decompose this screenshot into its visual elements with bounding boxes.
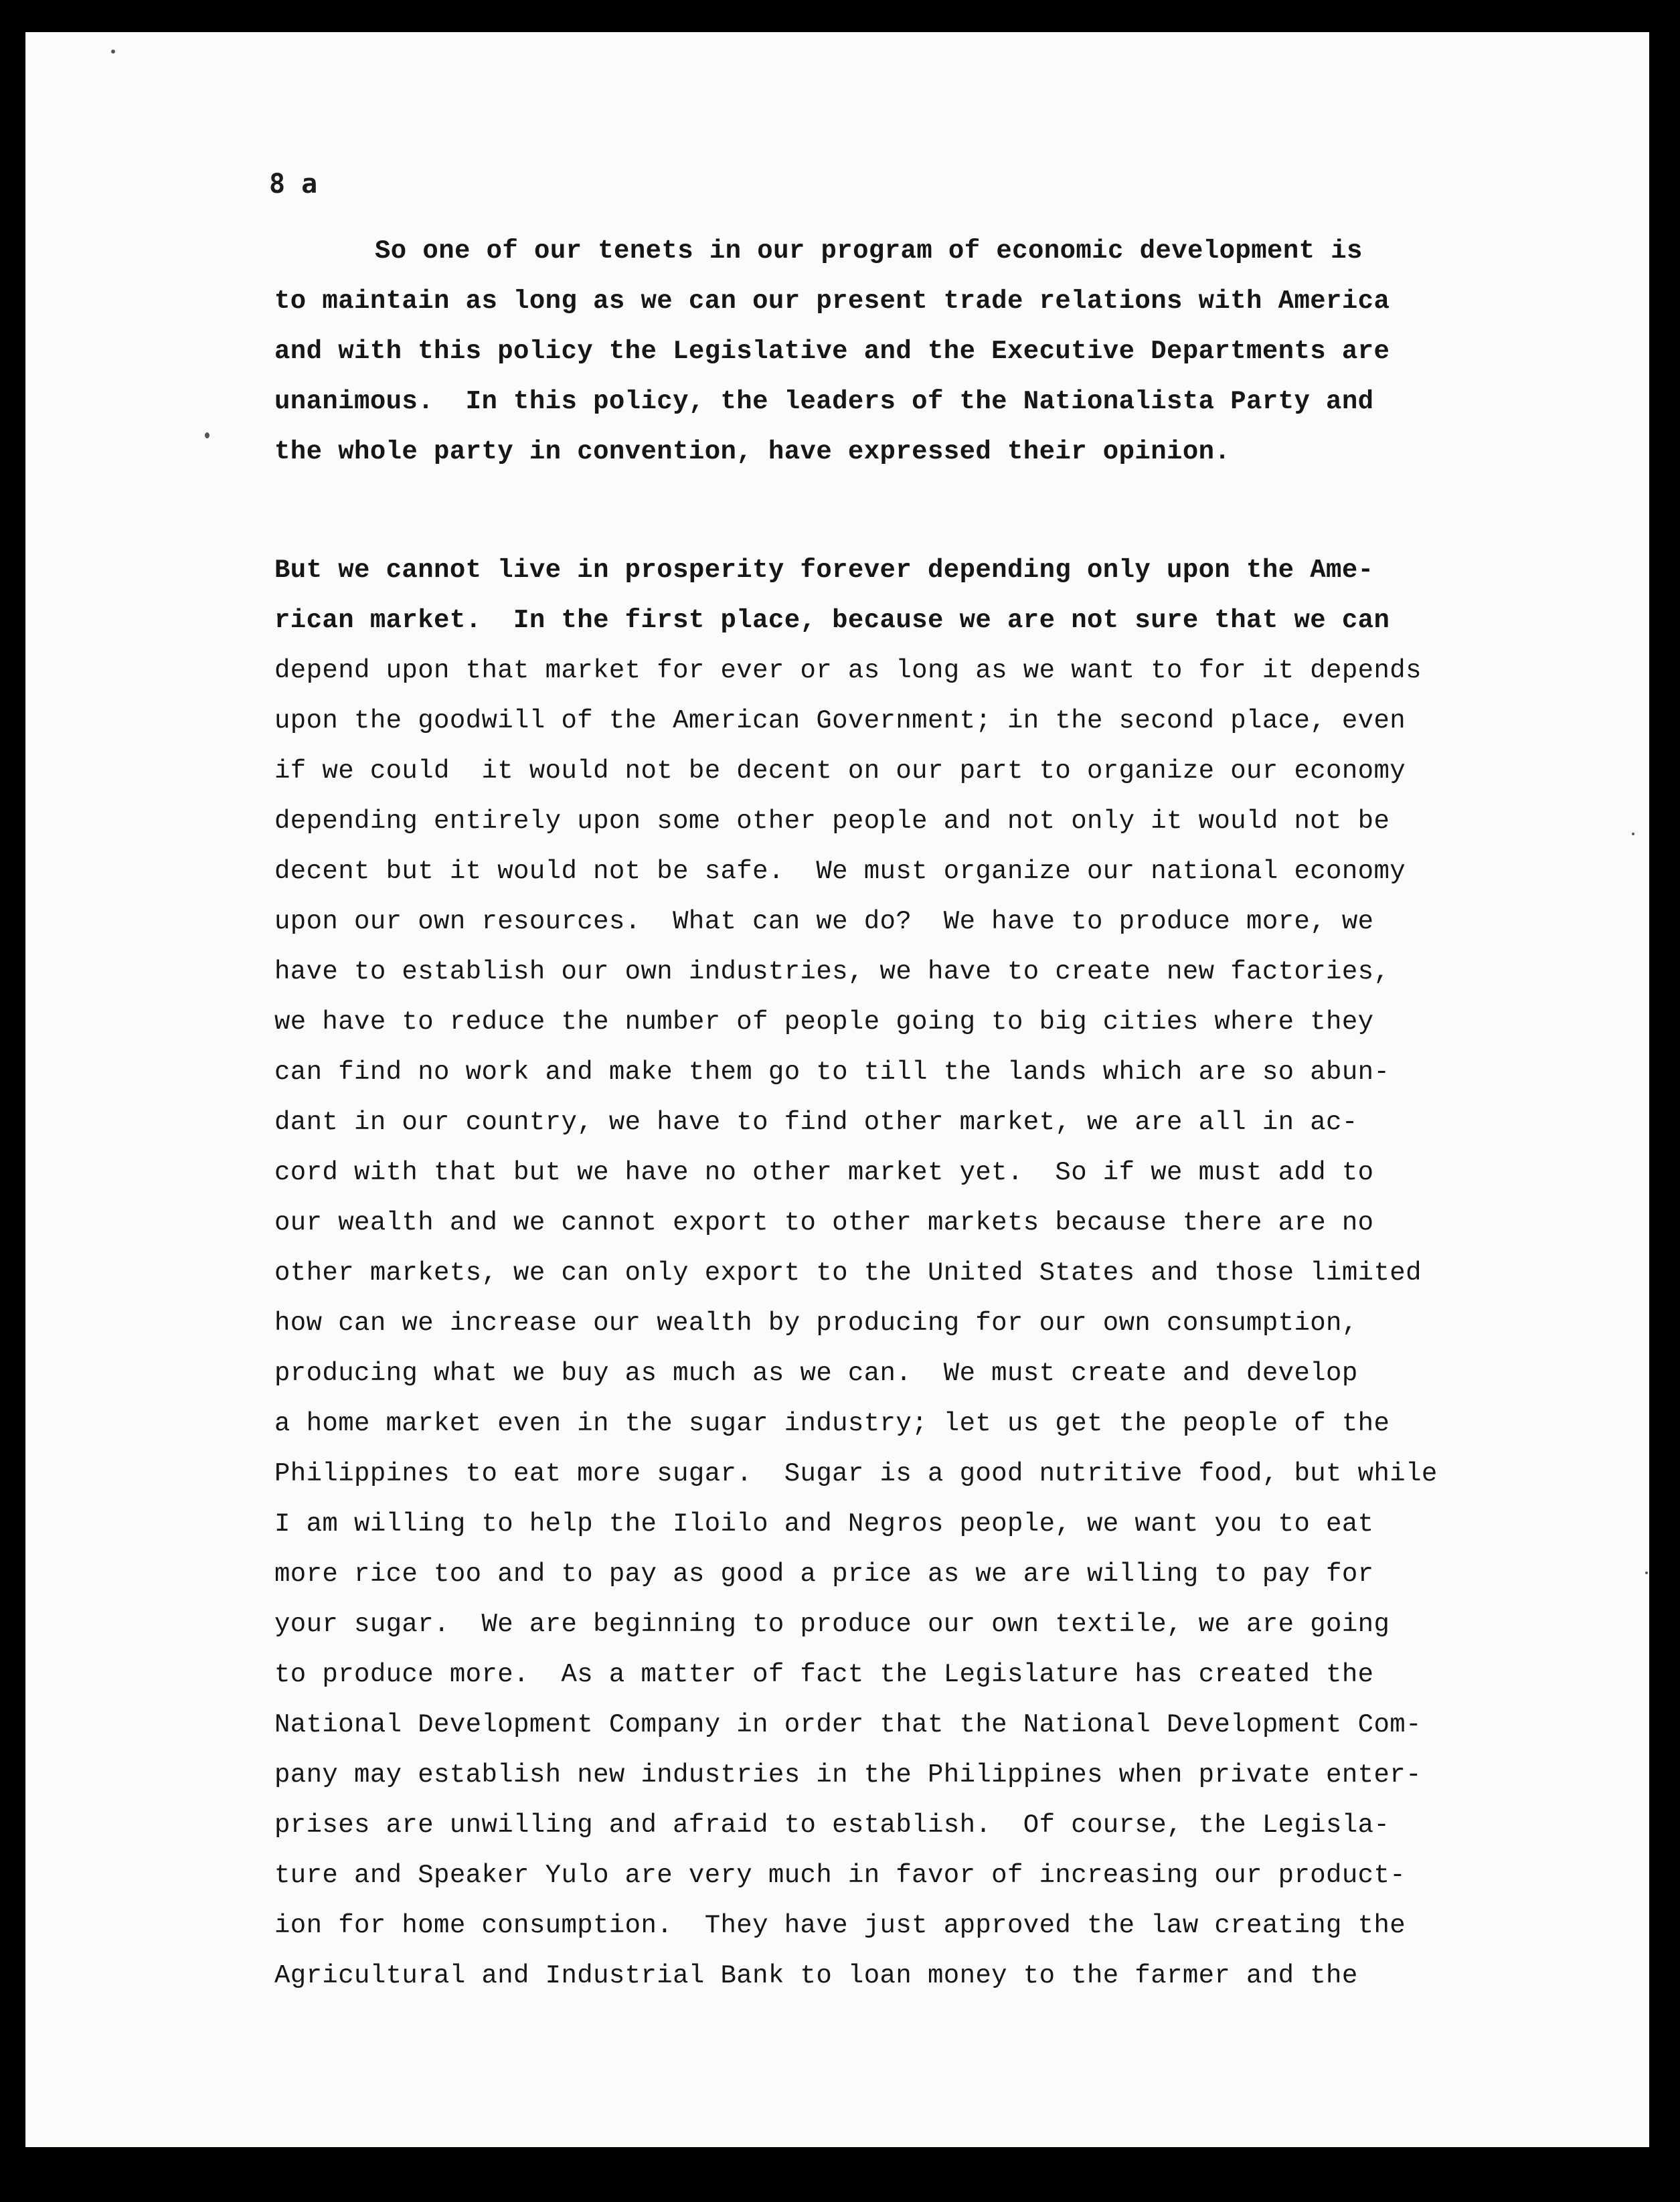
page-number: 8 a — [269, 169, 318, 199]
text-line: producing what we buy as much as we can. We must create and develop — [274, 1359, 1358, 1388]
text-line: can find no work and make them go to till the lands which are so abun- — [274, 1057, 1390, 1087]
paragraph-trade-relations — [274, 226, 1390, 477]
text-line: cord with that but we have no other market yet. So if we must add to — [274, 1158, 1374, 1187]
text-line: if we could it would not be decent on our part to organize our economy — [274, 756, 1406, 786]
text-line: prises are unwilling and afraid to establish. Of course, the Legisla- — [274, 1810, 1390, 1840]
text-line: ture and Speaker Yulo are very much in favor of increasing our product- — [274, 1861, 1406, 1890]
text-line: pany may establish new industries in the Philippines when private enter- — [274, 1760, 1422, 1790]
text-line: But we cannot live in prosperity forever depending only upon the Ame- — [274, 556, 1374, 585]
text-line: the whole party in convention, have expressed their opinion. — [274, 437, 1231, 467]
text-line: your sugar. We are beginning to produce our own textile, we are going — [274, 1610, 1390, 1639]
text-line: how can we increase our wealth by producing for our own consumption, — [274, 1308, 1358, 1338]
text-line: to produce more. As a matter of fact the Legislature has created the — [274, 1660, 1374, 1689]
text-line: I am willing to help the Iloilo and Negros people, we want you to eat — [274, 1509, 1374, 1539]
text-line: ion for home consumption. They have just approved the law creating the — [274, 1911, 1406, 1940]
paragraph-national-economy — [274, 545, 1438, 2001]
text-line: we have to reduce the number of people going to big cities where they — [274, 1007, 1374, 1037]
text-line: Agricultural and Industrial Bank to loan money to the farmer and the — [274, 1961, 1358, 1991]
text-line: decent but it would not be safe. We must organize our national economy — [274, 857, 1406, 886]
dust-speck — [1632, 833, 1634, 835]
dust-speck — [111, 50, 115, 54]
text-line: have to establish our own industries, we have to create new factories, — [274, 957, 1390, 987]
dust-speck — [205, 432, 209, 438]
dust-speck — [1645, 1572, 1648, 1574]
text-line: dant in our country, we have to find other market, we are all in ac- — [274, 1108, 1358, 1137]
text-line: So one of our tenets in our program of economic development is — [375, 236, 1363, 266]
text-line: upon our own resources. What can we do? We have to produce more, we — [274, 907, 1374, 936]
text-line: Philippines to eat more sugar. Sugar is a good nutritive food, but while — [274, 1459, 1438, 1489]
text-line: more rice too and to pay as good a price as we are willing to pay for — [274, 1559, 1374, 1589]
text-line: rican market. In the first place, because we are not sure that we can — [274, 606, 1390, 635]
text-line: depending entirely upon some other people and not only it would not be — [274, 807, 1390, 836]
text-line: and with this policy the Legislative and the Executive Departments are — [274, 337, 1390, 366]
text-line: depend upon that market for ever or as long as we want to for it depends — [274, 656, 1422, 685]
text-line: upon the goodwill of the American Government; in the second place, even — [274, 706, 1406, 736]
text-line: National Development Company in order that the National Development Com- — [274, 1710, 1422, 1740]
text-line: other markets, we can only export to the United States and those limited — [274, 1258, 1422, 1288]
text-line: a home market even in the sugar industry; let us get the people of the — [274, 1409, 1390, 1438]
text-line: to maintain as long as we can our present trade relations with America — [274, 286, 1390, 316]
text-line: unanimous. In this policy, the leaders of the Nationalista Party and — [274, 387, 1374, 416]
text-line: our wealth and we cannot export to other markets because there are no — [274, 1208, 1374, 1238]
